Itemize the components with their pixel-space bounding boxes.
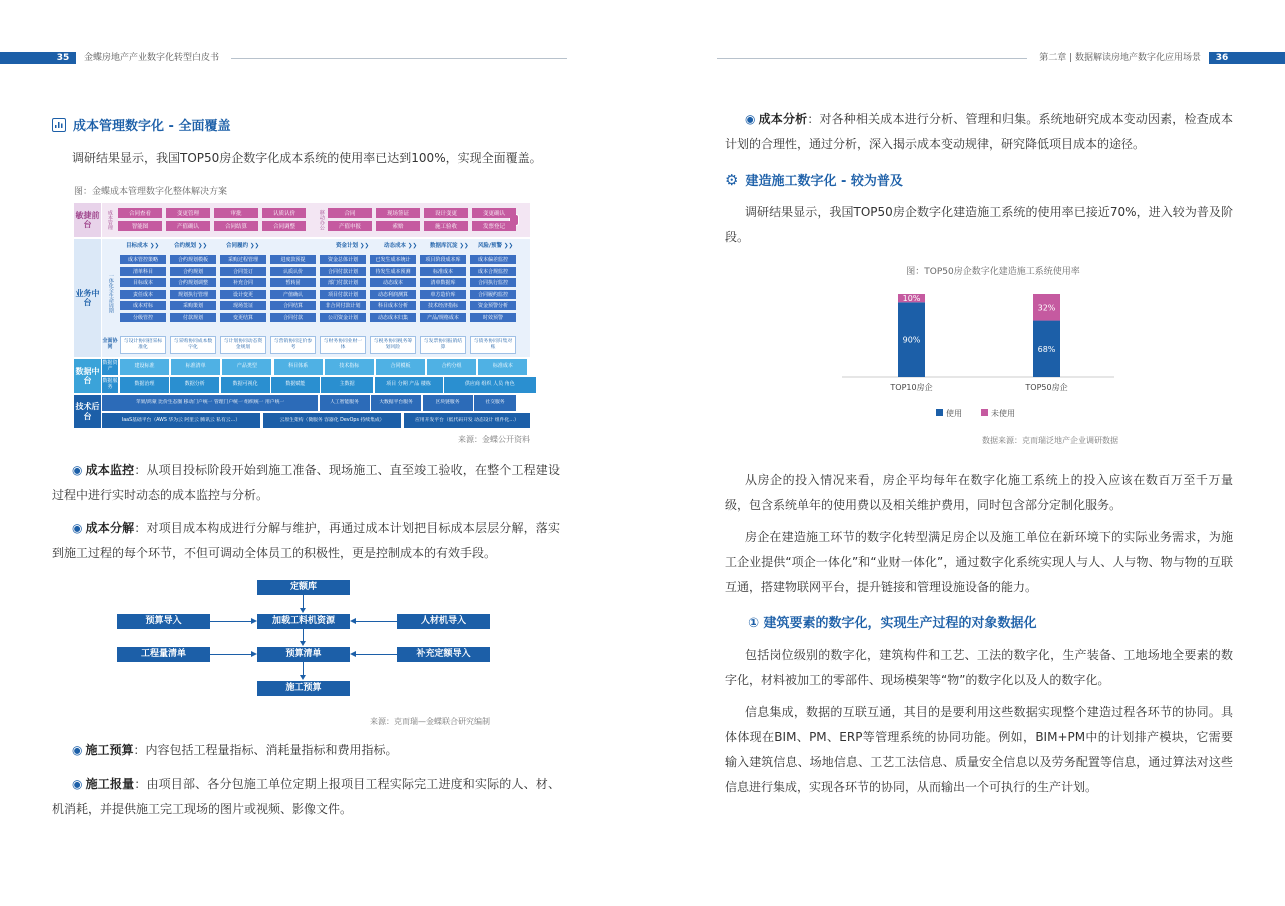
grid-cell: 清单数据库 [420, 278, 466, 287]
grid-cell: 产值确认 [270, 290, 316, 299]
grid-cell: 部门付款计划 [320, 278, 366, 287]
front-item: 合同调整 [262, 221, 306, 231]
grid-cell: 成本合规监控 [470, 267, 516, 276]
grid-cell: 暂转固 [270, 278, 316, 287]
chart-source: 数据来源：克而瑞泛地产企业调研数据 [982, 436, 1118, 445]
tech-platform-cell: 云原生架构（微服务 容器化 DevOps 持续集成） [263, 413, 401, 428]
data-service-label: 数据服务 [102, 377, 118, 393]
grid-cell: 合同执行监控 [470, 278, 516, 287]
grid-cell: 清单科目 [120, 267, 166, 276]
left-page [0, 0, 642, 906]
arrow-line [210, 621, 252, 622]
data-service-cell: 供应商 组织 人员 角色 [444, 377, 536, 393]
arrow-line [303, 595, 304, 609]
flow-right2-box: 补充定额导入 [397, 647, 490, 662]
row-label-business: 业务中台 [74, 239, 101, 357]
flow-center1-box: 加载工料机资源 [257, 614, 350, 629]
intro-construction: 调研结果显示，我国TOP50房企数字化建造施工系统的使用率已接近70%，进入较为普及阶段。 [725, 205, 1233, 244]
data-asset-label: 数据资产 [102, 359, 118, 375]
front-item: 变更管理 [166, 208, 210, 218]
collab-item: 与财务协同业财一体 [320, 336, 366, 354]
row-label-tech: 技术后台 [74, 395, 101, 428]
subsection-title: ① 建筑要素的数字化，实现生产过程的对象数据化 [748, 616, 1037, 631]
arrow-head [350, 651, 356, 657]
bullet-report: ◉ 施工报量：由项目部、各分包施工单位定期上报项目工程实际完工进度和实际的人、材、机消耗，并提供施工完工现场的图片或视频、影像文件。 [52, 777, 560, 816]
arrow-line [356, 654, 397, 655]
grid-cell: 规划执行管理 [170, 290, 216, 299]
bar-label: 32% [1037, 303, 1056, 313]
front-item: 智能图 [118, 221, 162, 231]
grid-cell: 成本偏差监控 [470, 255, 516, 264]
flow-top-box: 定额库 [257, 580, 350, 595]
right-page [643, 0, 1285, 906]
grid-cell: 成本管控策略 [120, 255, 166, 264]
header-title-right: 第二章 | 数据解读房地产数字化应用场景 [1039, 53, 1201, 63]
collab-item: 与发票协同报销结算 [420, 336, 466, 354]
arrow-line [303, 662, 304, 676]
tech-platform-cell: IaaS基础平台（AWS 华为云 阿里云 腾讯云 私有云…） [102, 413, 260, 428]
front-group2-label: 移动办公 [318, 210, 325, 230]
grid-cell: 产品/规格成本 [420, 313, 466, 322]
front-item: 现场签证 [376, 208, 420, 218]
grid-cell: 付款规划 [170, 313, 216, 322]
grid-cell: 项目付款计划 [320, 290, 366, 299]
bullet-cost-analysis: ◉ 成本分析：对各种相关成本进行分析、管理和归集。系统地研究成本变动因素，检查成本计划的合理性，通过分析，深入揭示成本变动规律，研究降低项目成本的途径。 [725, 112, 1233, 151]
data-asset-cell: 标准清单 [171, 359, 220, 375]
left-header [0, 52, 567, 64]
category-label: TOP50房企 [1025, 383, 1068, 392]
section-title-construction: 建造施工数字化 - 较为普及 [745, 174, 903, 189]
figure-source: 来源：金蝶公开资料 [458, 435, 530, 444]
arrow-head [300, 608, 306, 613]
grid-cell: 公司资金计划 [320, 313, 366, 322]
monitor-chart-icon [52, 118, 66, 132]
flow-right1-box: 人材机导入 [397, 614, 490, 629]
front-item: 认质认价 [262, 208, 306, 218]
grid-cell: 动态成本 [370, 278, 416, 287]
grid-cell: 采购过程管理 [220, 255, 266, 264]
grid-cell: 已发生成本统计 [370, 255, 416, 264]
grid-cell: 标准成本 [420, 267, 466, 276]
grid-cell: 合约规划调整 [170, 278, 216, 287]
grid-cell: 现场签证 [220, 301, 266, 310]
flow-left2-box: 工程量清单 [117, 647, 210, 662]
grid-cell: 合同付款计划 [320, 267, 366, 276]
data-asset-cell: 标准成本 [478, 359, 527, 375]
legend-swatch [981, 409, 988, 416]
grid-cell: 采购策划 [170, 301, 216, 310]
collab-item: 与设计协同招采标准化 [120, 336, 166, 354]
front-item: 产值申报 [328, 221, 372, 231]
grid-cell: 技术经济指标 [420, 301, 466, 310]
data-asset-cell: 合同模板 [376, 359, 425, 375]
data-service-cell: 数据可视化 [221, 377, 270, 393]
process-step: 资金计划 ❯❯ [336, 242, 370, 249]
collab-item: 与计划协同动态资金规划 [220, 336, 266, 354]
data-asset-cell: 合约分组 [427, 359, 476, 375]
grid-cell: 科目成本分析 [370, 301, 416, 310]
front-group1-label: 成本管理 [106, 210, 113, 230]
tech-cell: 大数据平台服务 [371, 395, 421, 411]
front-item: 合同查看 [118, 208, 162, 218]
front-item: 变更确认 [472, 208, 516, 218]
para-transformation: 房企在建造施工环节的数字化转型满足房企以及施工单位在新环境下的实际业务需求，为施工企业提供“项企一体化”和“业财一体化”，通过数字化系统实现人与人、人与物、物与物的互联互通，搭建物联网平台，提升链接和管理设施设备的能力。 [725, 530, 1233, 594]
process-step: 数据库沉淀 ❯❯ [430, 242, 469, 249]
bar-label: 90% [902, 335, 921, 345]
section-title: 成本管理数字化 - 全面覆盖 [73, 119, 231, 134]
arrow-head [350, 618, 356, 624]
grid-cell: 目标成本 [120, 278, 166, 287]
tech-cell: 人工智能服务 [320, 395, 370, 411]
arrow-head [251, 651, 257, 657]
category-label: TOP10房企 [890, 383, 933, 392]
para-integration: 信息集成，数据的互联互通，其目的是要利用这些数据实现整个建造过程各环节的协同。具体体现在BIM、PM、ERP等管理系统的协同功能。例如，BIM+PM中的计划排产模块，它需要输入建筑信息、场地信息、工艺工法信息、质量安全信息以及劳务配置等信息，通过算法对这些信息进行集成，实现各环节的协同，从而输出一个可执行的生产计划。 [725, 705, 1233, 794]
section-cost-management [52, 115, 230, 134]
arrow-head [300, 675, 306, 680]
process-step: 目标成本 ❯❯ [126, 242, 160, 249]
gear-icon: ⚙ [725, 170, 739, 189]
process-step: 动态成本 ❯❯ [384, 242, 418, 249]
grid-cell: 合同付款 [270, 313, 316, 322]
grid-cell: 变更结算 [220, 313, 266, 322]
flow-center2-box: 预算清单 [257, 647, 350, 662]
page-number-left: 35 [0, 52, 76, 64]
grid-cell: 合同签订 [220, 267, 266, 276]
grid-cell: 认质认价 [270, 267, 316, 276]
bullet-budget: ◉ 施工预算：内容包括工程量指标、消耗量指标和费用指标。 [72, 743, 398, 757]
grid-cell: 进度款预提 [270, 255, 316, 264]
bullet-cost-split: ◉ 成本分解：对项目成本构成进行分解与维护，再通过成本计划把目标成本层层分解，落实到施工过程的每个环节，不但可调动全体员工的积极性，更是控制成本的有效手段。 [52, 521, 560, 560]
legend-swatch [936, 409, 943, 416]
grid-cell: 合同结算 [270, 301, 316, 310]
bar-label: 68% [1037, 344, 1056, 354]
front-item: 审批 [214, 208, 258, 218]
grid-cell: 责任成本 [120, 290, 166, 299]
process-step: 合同履约 ❯❯ [226, 242, 260, 249]
grid-cell: 动态利润测算 [370, 290, 416, 299]
tech-platform-cell: 应用开发平台（低代码开发 动态设计 组件化…） [404, 413, 530, 428]
front-item: 设计变更 [424, 208, 468, 218]
grid-cell: 资金总体计划 [320, 255, 366, 264]
grid-cell: 合同履约监控 [470, 290, 516, 299]
tech-cell: 苹果/鸿蒙 比价生态圈 移动门户统一 管理门户统一 组织统一 用户统一 [102, 395, 318, 411]
data-service-cell: 数据赋能 [271, 377, 320, 393]
grid-cell: 单方造价库 [420, 290, 466, 299]
collab-item: 与税务协同税务筹划风险 [370, 336, 416, 354]
header-title-left: 金蝶房地产产业数字化转型白皮书 [84, 53, 220, 63]
collab-label: 全面协同 [102, 338, 118, 350]
lifecycle-label: 一体化全生命周期 [107, 273, 114, 313]
para-investment: 从房企的投入情况来看，房企平均每年在数字化施工系统上的投入应该在数百万至千万量级，包含系统单年的使用费以及相关维护费用，同时包含部分定制化服务。 [725, 473, 1233, 512]
collab-item: 与采购协同成本数字化 [170, 336, 216, 354]
bullet-cost-monitor: ◉ 成本监控：从项目投标阶段开始到施工准备、现场施工、直至竣工验收，在整个工程建设过程中进行实时动态的成本监控与分析。 [52, 463, 560, 502]
legend-label: 使用 [946, 409, 962, 418]
data-asset-cell: 技术指标 [325, 359, 374, 375]
data-service-cell: 主数据 [321, 377, 373, 393]
grid-cell: 项目阶段成本库 [420, 255, 466, 264]
tech-cell: 区块链服务 [423, 395, 473, 411]
data-asset-cell: 建设标准 [120, 359, 169, 375]
cost-architecture-figure [74, 203, 530, 428]
bar-label: 10% [902, 294, 921, 304]
data-asset-cell: 产品类型 [222, 359, 271, 375]
grid-cell: 资金预警分析 [470, 301, 516, 310]
page-number-right: 36 [1209, 52, 1285, 64]
right-header [717, 52, 1285, 64]
usage-stacked-bar-chart [838, 276, 1118, 446]
flow-bottom-box: 施工预算 [257, 681, 350, 696]
process-step: 合约规划 ❯❯ [174, 242, 208, 249]
para-elements: 包括岗位级别的数字化，建筑构件和工艺、工法的数字化，生产装备、工地场地全要素的数字化，材料被加工的零部件、现场模架等“物”的数字化以及人的数字化。 [725, 648, 1233, 687]
grid-cell: 成本对标 [120, 301, 166, 310]
grid-cell: 时效预警 [470, 313, 516, 322]
row-label-front: 敏捷前台 [74, 203, 101, 237]
tech-cell: 社交服务 [474, 395, 516, 411]
grid-cell: 设计变更 [220, 290, 266, 299]
grid-cell: 待发生成本预测 [370, 267, 416, 276]
data-service-cell: 项目 分期 产品 楼栋 [375, 377, 443, 393]
chart-legend [936, 408, 1015, 418]
grid-cell: 补充合同 [220, 278, 266, 287]
legend-label: 未使用 [991, 409, 1015, 418]
chart-caption: 图：TOP50房企数字化建造施工系统使用率 [906, 267, 1080, 277]
arrow-line [356, 621, 397, 622]
data-service-cell: 数据分析 [170, 377, 219, 393]
flow-left1-box: 预算导入 [117, 614, 210, 629]
grid-cell: 动态成本归集 [370, 313, 416, 322]
front-item: 发票登记 [472, 221, 516, 231]
intro-text: 调研结果显示，我国TOP50房企数字化成本系统的使用率已达到100%，实现全面覆盖。 [72, 151, 542, 165]
front-item: 合同 [328, 208, 372, 218]
figure-caption: 图：金蝶成本管理数字化整体解决方案 [74, 187, 228, 197]
collab-item: 与债务协同归集对账 [470, 336, 516, 354]
flow-source: 来源：克而瑞—金蝶联合研究编制 [370, 717, 490, 726]
grid-cell: 非合同付款计划 [320, 301, 366, 310]
arrow-line [210, 654, 252, 655]
data-asset-cell: 科目体系 [274, 359, 323, 375]
grid-cell: 分级管控 [120, 313, 166, 322]
collab-item: 与营销协同定价参考 [270, 336, 316, 354]
front-item: 产值确认 [166, 221, 210, 231]
grid-cell: 合约规划 [170, 267, 216, 276]
grid-cell: 合约规划模板 [170, 255, 216, 264]
front-item: 合同结算 [214, 221, 258, 231]
front-item: 施工验收 [424, 221, 468, 231]
section-construction [725, 170, 903, 189]
data-service-cell: 数据治理 [120, 377, 169, 393]
front-item: 索赔 [376, 221, 420, 231]
process-step: 风险/预警 ❯❯ [478, 242, 514, 249]
arrow-head [251, 618, 257, 624]
arrow-head [300, 641, 306, 646]
row-label-data: 数据中台 [74, 359, 101, 393]
